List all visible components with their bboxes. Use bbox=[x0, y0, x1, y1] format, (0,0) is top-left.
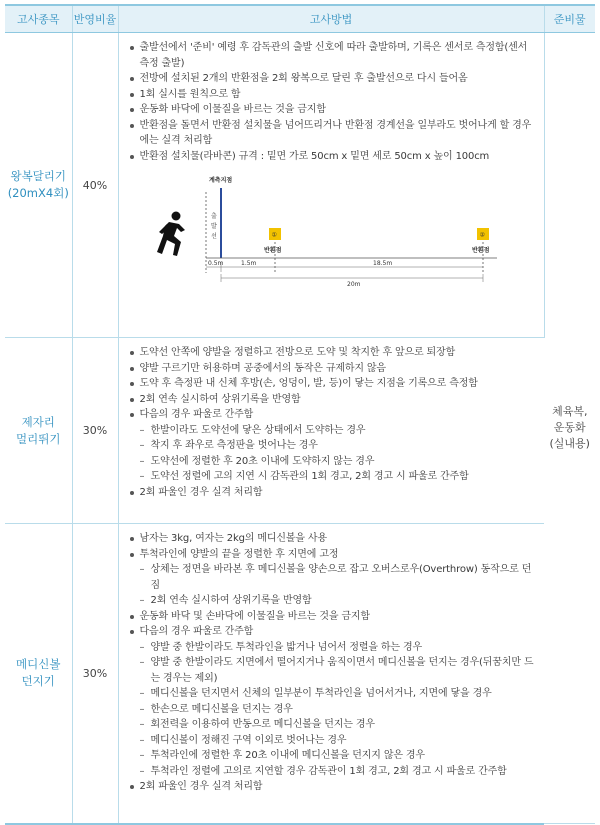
sub-list bbox=[140, 423, 537, 485]
ratio-cell: 30% bbox=[72, 338, 118, 524]
list-item: 반환점을 돌면서 반환점 설치물을 넘어뜨리거나 반환점 경계선을 일부라도 벗어나게 할 경우에는 실격 처리함 bbox=[129, 118, 536, 149]
header-event: 고사종목 bbox=[5, 5, 72, 33]
list-item: 운동화 바닥 및 손바닥에 이물질을 바르는 것을 금지함 bbox=[129, 609, 537, 625]
test-table bbox=[5, 4, 595, 825]
event-name-sub: 멀리뛰기 bbox=[16, 431, 61, 446]
turn-point-1-number: ① bbox=[271, 231, 277, 239]
sub-list-item: – 2회 연속 실시하여 상위기록을 반영함 bbox=[140, 593, 537, 609]
measure-point-label: 계측지점 bbox=[208, 177, 232, 184]
sub-list-item: – 양발 중 한발이라도 지면에서 떨어지거나 움직이면서 메디신볼을 던지는 경우(뒤꿈치만 드는 경우는 제외) bbox=[140, 655, 537, 686]
list-item: 도약선 안쪽에 양발을 정렬하고 전방으로 도약 및 착지한 후 앞으로 퇴장함 bbox=[129, 345, 537, 361]
start-line-char: 선 bbox=[210, 233, 217, 240]
method-list bbox=[129, 40, 536, 164]
method-cell bbox=[118, 338, 544, 524]
list-item bbox=[129, 547, 537, 609]
event-name-sub: 던지기 bbox=[21, 674, 55, 689]
header-ratio: 반영비율 bbox=[72, 5, 118, 33]
sub-list-item: – 도약선 정렬에 고의 지연 시 감독관의 1회 경고, 2회 경고 시 파울로 간주함 bbox=[140, 469, 537, 485]
start-line-char: 출 bbox=[210, 213, 217, 220]
runner-icon bbox=[157, 212, 185, 257]
distance-label: 1.5m bbox=[240, 260, 256, 267]
sub-list-item: – 회전력을 이용하여 반동으로 메디신볼을 던지는 경우 bbox=[140, 717, 537, 733]
sub-list bbox=[140, 562, 537, 609]
distance-label: 18.5m bbox=[372, 260, 392, 267]
turn-point-2-number: ② bbox=[479, 231, 485, 239]
sub-list bbox=[140, 640, 537, 780]
list-item bbox=[129, 624, 537, 779]
event-name-cell bbox=[5, 524, 72, 824]
method-cell bbox=[118, 524, 544, 824]
course-diagram-svg bbox=[129, 170, 529, 288]
list-item: 양발 구르기만 허용하며 공중에서의 동작은 규제하지 않음 bbox=[129, 361, 537, 377]
event-name: 왕복달리기 bbox=[10, 169, 67, 183]
list-item: 1회 실시를 원칙으로 함 bbox=[129, 87, 536, 103]
header-method: 고사방법 bbox=[118, 5, 544, 33]
event-name: 제자리 bbox=[21, 414, 55, 429]
list-item: 출발선에서 '준비' 예령 후 감독관의 출발 신호에 따라 출발하며, 기록은 센서로 측정함(센서측정 출발) bbox=[129, 40, 536, 71]
distance-label: 0.5m bbox=[207, 260, 223, 267]
list-item bbox=[129, 407, 537, 485]
list-item-text: 다음의 경우 파울로 간주함 bbox=[139, 409, 254, 420]
list-item-text: 다음의 경우 파울로 간주함 bbox=[139, 626, 254, 637]
preparation-line: (실내용) bbox=[549, 437, 590, 450]
event-name-sub: (20mX4회) bbox=[7, 186, 69, 200]
sub-list-item: – 메디신볼을 던지면서 신체의 일부분이 투척라인을 넘어서거나, 지면에 닿을 경우 bbox=[140, 686, 537, 702]
method-list bbox=[129, 531, 537, 795]
preparation-line: 체육복, bbox=[552, 405, 588, 418]
table-row bbox=[5, 338, 595, 524]
table-header-row bbox=[5, 5, 595, 33]
sub-list-item: – 한손으로 메디신볼을 던지는 경우 bbox=[140, 702, 537, 718]
sub-list-item: – 착지 후 좌우로 측정판을 벗어나는 경우 bbox=[140, 438, 537, 454]
event-name: 메디신볼 bbox=[16, 657, 61, 672]
turn-point-1-label: 반환점 bbox=[263, 247, 281, 254]
sub-list-item: – 메디신볼이 정해진 구역 이외로 벗어나는 경우 bbox=[140, 733, 537, 749]
header-preparation: 준비물 bbox=[544, 5, 595, 33]
sub-list-item: – 투척라인에 정렬한 후 20초 이내에 메디신볼을 던지지 않은 경우 bbox=[140, 748, 537, 764]
table-row bbox=[5, 524, 595, 824]
sub-list-item: – 도약선에 정렬한 후 20초 이내에 도약하지 않는 경우 bbox=[140, 454, 537, 470]
total-distance-label: 20m bbox=[346, 281, 360, 288]
turn-point-2-label: 반환점 bbox=[471, 247, 489, 254]
event-name-cell bbox=[5, 33, 72, 338]
event-name-cell bbox=[5, 338, 72, 524]
list-item: 2회 연속 실시하여 상위기록을 반영함 bbox=[129, 392, 537, 408]
sub-list-item: – 한발이라도 도약선에 닿은 상태에서 도약하는 경우 bbox=[140, 423, 537, 439]
list-item-text: 투척라인에 양발의 끝을 정렬한 후 지면에 고정 bbox=[139, 548, 339, 560]
course-diagram bbox=[129, 170, 536, 288]
method-list bbox=[129, 345, 537, 500]
start-line-char: 발 bbox=[210, 223, 217, 230]
sub-list-item: – 투척라인 정렬에 고의로 지연할 경우 감독관이 1회 경고, 2회 경고 시 파울로 간주함 bbox=[140, 764, 537, 780]
ratio-cell: 30% bbox=[72, 524, 118, 824]
list-item: 전방에 설치된 2개의 반환점을 2회 왕복으로 달린 후 출발선으로 다시 들어옴 bbox=[129, 71, 536, 87]
list-item: 반환점 설치물(라바콘) 규격 : 밑면 가로 50cm x 밑면 세로 50cm x 높이 100cm bbox=[129, 149, 536, 165]
preparation-line: 운동화 bbox=[553, 421, 586, 434]
list-item: 도약 후 측정판 내 신체 후방(손, 엉덩이, 발, 등)이 닿는 지점을 기록으로 측정함 bbox=[129, 376, 537, 392]
list-item: 남자는 3kg, 여자는 2kg의 메디신볼을 사용 bbox=[129, 531, 537, 547]
list-item: 2회 파울인 경우 실격 처리함 bbox=[129, 485, 537, 501]
ratio-cell: 40% bbox=[72, 33, 118, 338]
preparation-cell bbox=[544, 33, 595, 824]
sub-list-item: – 양발 중 한발이라도 투척라인을 밟거나 넘어서 정렬을 하는 경우 bbox=[140, 640, 537, 656]
sub-list-item: – 상체는 정면을 바라본 후 메디신볼을 양손으로 잡고 오버스로우(Overthrow) 동작으로 던짐 bbox=[140, 562, 537, 593]
table-row bbox=[5, 33, 595, 338]
list-item: 2회 파울인 경우 실격 처리함 bbox=[129, 779, 537, 795]
method-cell bbox=[118, 33, 544, 338]
list-item: 운동화 바닥에 이물질을 바르는 것을 금지함 bbox=[129, 102, 536, 118]
